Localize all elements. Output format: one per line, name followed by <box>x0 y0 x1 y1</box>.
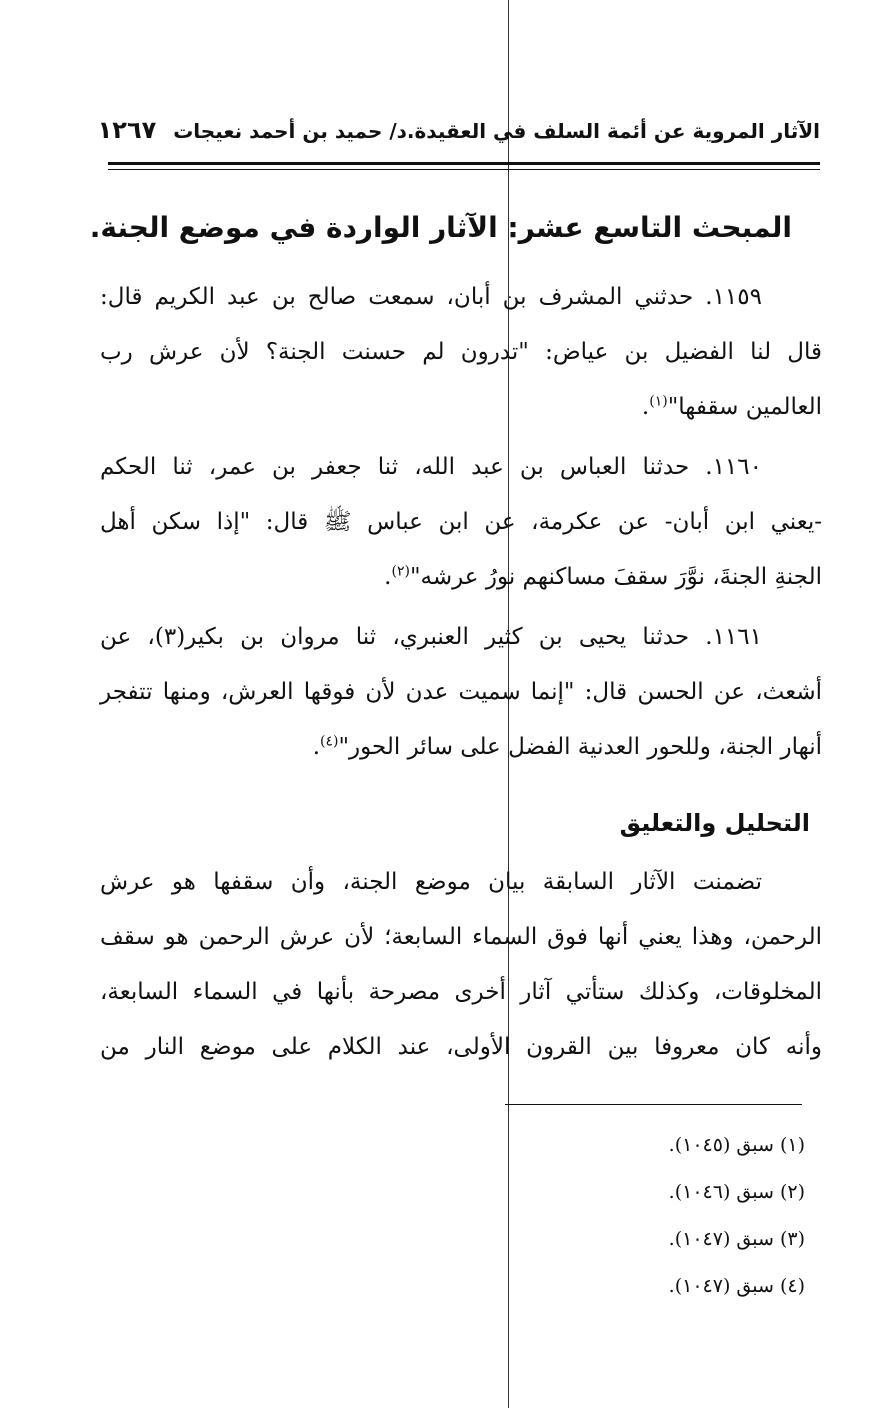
entry-1160 <box>100 440 822 605</box>
analysis-paragraph <box>100 855 822 1075</box>
analysis-line: تضمنت الآثار السابقة بيان موضع الجنة، وأن سقفها هو عرش <box>100 869 762 895</box>
footnote-separator <box>505 1104 802 1105</box>
footnote-ref: (١) <box>649 393 668 410</box>
footnote-ref: (٢) <box>391 563 410 580</box>
entry-ending: . <box>312 734 320 760</box>
entry-line: ١١٦٠. حدثنا العباس بن عبد الله، ثنا جعفر بن عمر، ثنا الحكم <box>100 454 762 480</box>
running-header <box>97 112 820 149</box>
analysis-line: الرحمن، وهذا يعني أنها فوق السماء السابعة؛ لأن عرش الرحمن هو سقف <box>100 924 822 950</box>
entry-ending: . <box>641 394 650 420</box>
entry-ending: . <box>384 564 392 590</box>
analysis-title: التحليل والتعليق <box>619 809 810 837</box>
section-title: المبحث التاسع عشر: الآثار الواردة في موضع الجنة. <box>89 211 792 244</box>
footnote: (٣) سبق (١٠٤٧). <box>668 1228 805 1250</box>
entry-line-last <box>100 550 822 605</box>
footnote: (٤) سبق (١٠٤٧). <box>668 1275 805 1297</box>
footnote: (٢) سبق (١٠٤٦). <box>668 1181 805 1203</box>
entry-line: -يعني ابن أبان- عن عكرمة، عن ابن عباس ﷺ قال: "إذا سكن أهل <box>100 509 822 535</box>
analysis-line: المخلوقات، وكذلك ستأتي آثار أخرى مصرحة بأنها في السماء السابعة، <box>100 979 822 1005</box>
entry-1159 <box>100 270 822 435</box>
footnote: (١) سبق (١٠٤٥). <box>668 1134 805 1156</box>
footnote-ref: (٤) <box>320 733 339 750</box>
entry-line-last <box>100 720 822 775</box>
entry-line: ١١٥٩. حدثني المشرف بن أبان، سمعت صالح بن عبد الكريم قال: <box>100 284 762 310</box>
entry-line: قال لنا الفضيل بن عياض: "تدرون لم حسنت الجنة؟ لأن عرش رب <box>100 339 822 365</box>
analysis-line: وأنه كان معروفا بين القرون الأولى، عند الكلام على موضع النار من <box>100 1034 822 1060</box>
header-title: الآثار المروية عن أئمة السلف في العقيدة.د/ حميد بن أحمد نعيجات <box>173 119 820 143</box>
entry-line: ١١٦١. حدثنا يحيى بن كثير العنبري، ثنا مروان بن بكير(٣)، عن <box>100 624 762 650</box>
header-rule-thick <box>108 162 820 165</box>
header-rule-thin <box>108 169 820 170</box>
entry-1161 <box>100 610 822 775</box>
entry-line: أشعث، عن الحسن قال: "إنما سميت عدن لأن فوقها العرش، ومنها تتفجر <box>100 679 822 705</box>
entry-text: الجنةِ الجنةَ، نوَّرَ سقفَ مساكنهم نورُ عرشه" <box>409 564 822 590</box>
footnotes <box>400 1122 805 1310</box>
page-number: ١٢٦٧ <box>97 116 157 144</box>
entry-text: العالمين سقفها" <box>667 394 822 420</box>
entry-text: أنهار الجنة، وللحور العدنية الفضل على سائر الحور" <box>338 734 822 760</box>
entry-line-last <box>100 380 822 435</box>
